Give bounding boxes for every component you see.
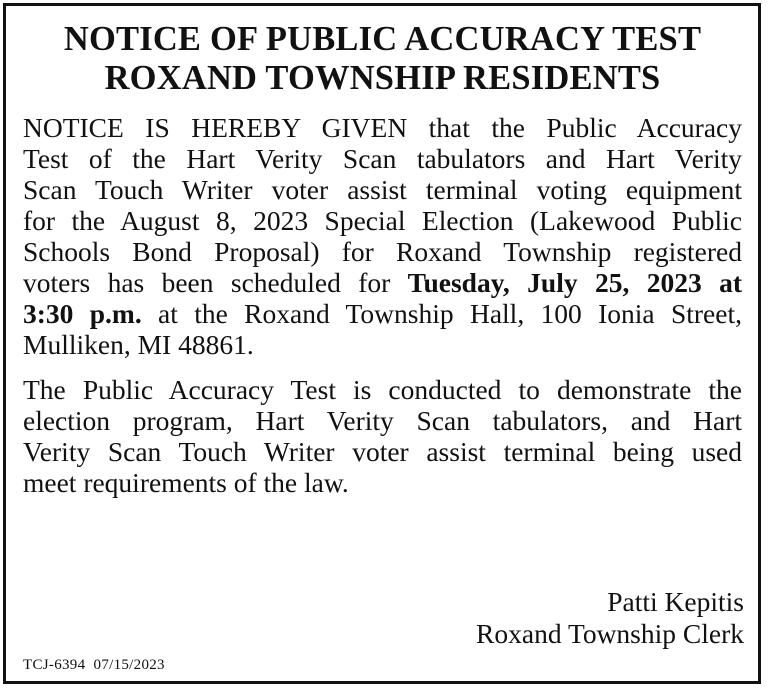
reference-date: 07/15/2023 <box>93 657 165 673</box>
paragraph-1-line-2: Test of the Hart Verity Scan tabulators and Hart Verity <box>23 143 742 174</box>
paragraph-1-line-1: NOTICE IS HEREBY GIVEN that the Public Accuracy <box>23 112 742 143</box>
test-date: Tuesday, July 25, 2023 at <box>407 267 742 298</box>
public-notice <box>3 3 761 684</box>
notice-paragraph-2 <box>23 374 742 498</box>
paragraph-1-line-4: for the August 8, 2023 Special Election (Lakewood Public <box>23 205 742 236</box>
notice-heading <box>23 20 742 98</box>
paragraph-1-line-8: Mulliken, MI 48861. <box>23 329 254 360</box>
signature-block <box>476 586 744 650</box>
paragraph-1-line-5: Schools Bond Proposal) for Roxand Township registered <box>23 236 742 267</box>
scheduled-text: voters has been scheduled for <box>23 267 408 298</box>
paragraph-1-line-6 <box>23 267 742 298</box>
reference-line <box>23 657 165 674</box>
notice-paragraph-1 <box>23 112 742 360</box>
test-location: at the Roxand Township Hall, 100 Ionia Street, <box>141 298 742 329</box>
signer-title: Roxand Township Clerk <box>476 618 744 649</box>
paragraph-1-line-7 <box>23 298 742 329</box>
signer-name: Patti Kepitis <box>607 586 744 617</box>
paragraph-2-line-3: Verity Scan Touch Writer voter assist terminal being used <box>23 436 742 467</box>
heading-line-1: NOTICE OF PUBLIC ACCURACY TEST <box>63 20 702 58</box>
reference-code: TCJ-6394 <box>23 657 86 673</box>
paragraph-2-line-2: election program, Hart Verity Scan tabulators, and Hart <box>23 405 742 436</box>
test-time: 3:30 p.m. <box>23 298 142 329</box>
paragraph-1-line-3: Scan Touch Writer voter assist terminal voting equipment <box>23 174 742 205</box>
heading-line-2: ROXAND TOWNSHIP RESIDENTS <box>104 59 661 97</box>
paragraph-2-line-1: The Public Accuracy Test is conducted to demonstrate the <box>23 374 742 405</box>
paragraph-2-line-4: meet requirements of the law. <box>23 467 349 498</box>
